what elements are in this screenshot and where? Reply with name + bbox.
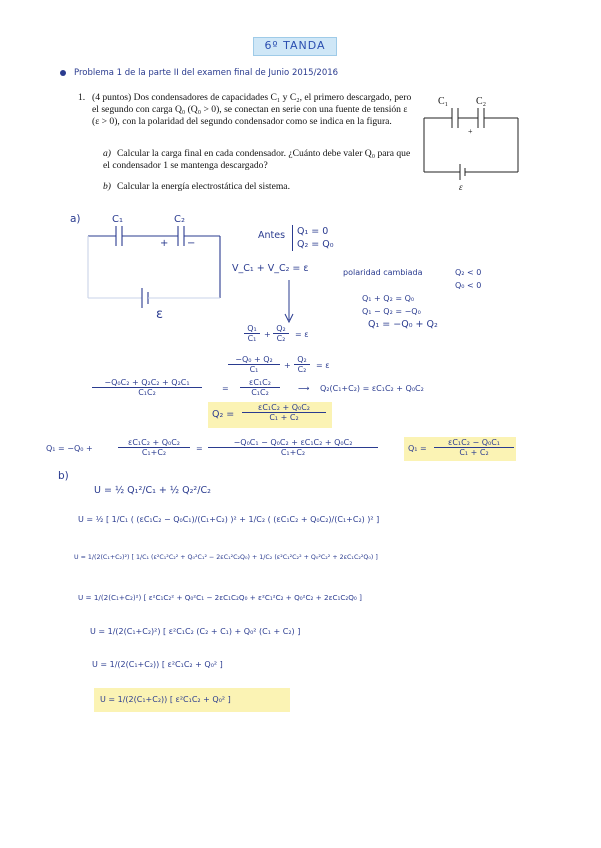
eq3-arrow: ⟶: [298, 384, 310, 393]
energy-eq-3: U = 1/(2(C₁+C₂)²) [ 1/C₁ (ε²C₁²C₂² + Q₀²C₁² − 2εC₁²C₂Q₀) + 1/C₂ (ε²C₁²C₂² + Q₀²C₂² + 2εC₁C₂²Q₀) ]: [74, 554, 378, 561]
energy-eq-2: U = ½ [ 1/C₁ ( (εC₁C₂ − Q₀C₁)/(C₁+C₂) )² + 1/C₂ ( (εC₁C₂ + Q₀C₂)/(C₁+C₂) )² ]: [78, 515, 380, 524]
fig-emf-label: ε: [459, 182, 463, 192]
antes-conditions: [292, 225, 334, 251]
bullet-icon: [60, 70, 66, 76]
cond-q0: Q₀ < 0: [455, 281, 482, 290]
problem-part-b: [103, 181, 415, 193]
q1-frac1-den: C₁+C₂: [141, 448, 167, 457]
eq2-right: [294, 355, 310, 374]
eq3-result: Q₂(C₁+C₂) = εC₁C₂ + Q₀C₂: [320, 384, 424, 393]
sign-conditions: [455, 266, 481, 292]
energy-result: U = 1/(2(C₁+C₂)) [ ε²C₁C₂ + Q₀² ]: [100, 695, 231, 704]
problem-heading-text: Problema 1 de la parte II del examen final de Junio 2015/2016: [74, 68, 339, 78]
eq1-right-den: C₂: [276, 334, 286, 343]
hw-emf-label: ε: [156, 307, 164, 320]
part-a-label: a): [103, 148, 111, 159]
charge-equations: [362, 292, 438, 331]
eq2-left-den: C₁: [249, 365, 259, 374]
hw-minus-sign: −: [187, 238, 196, 249]
part-b-label: b): [103, 181, 111, 192]
q1-box-num: εC₁C₂ − Q₀C₁: [434, 438, 514, 448]
q2-lhs: Q₂ =: [212, 409, 235, 420]
solution-a-label: a): [70, 213, 81, 225]
eq2-plus: +: [284, 361, 291, 370]
energy-eq-4: U = 1/(2(C₁+C₂)²) [ ε²C₁C₂² + Q₀²C₁ − 2εC₁C₂Q₀ + ε²C₁²C₂ + Q₀²C₂ + 2εC₁C₂Q₀ ]: [78, 593, 362, 602]
kirchhoff-equation: V_C₁ + V_C₂ = ε: [232, 263, 309, 274]
eq2-left-num: −Q₀ + Q₂: [228, 355, 280, 365]
fig-c2-label: C₂: [476, 96, 487, 107]
eq3-right-num: εC₁C₂: [240, 378, 280, 388]
q1-lhs: Q₁ = −Q₀ +: [46, 444, 93, 453]
cond-q2: Q₂ < 0: [455, 268, 482, 277]
fig-plus-sign: +: [468, 127, 473, 136]
q1-frac2: [208, 438, 378, 457]
q1-box-lhs: Q₁ =: [408, 444, 427, 453]
q1-box-den: C₁ + C₂: [459, 448, 489, 457]
hw-c2-label: C₂: [174, 214, 185, 225]
eq2-right-num: Q₂: [294, 355, 310, 365]
q1-mid-equals: =: [196, 444, 203, 453]
down-arrow-icon: [282, 280, 296, 324]
polaridad-note: polaridad cambiada: [343, 268, 423, 277]
problem-heading: [60, 68, 338, 78]
page-title: 6º TANDA: [264, 39, 326, 52]
problem-part-a: [103, 148, 415, 172]
eq1-left: [244, 324, 260, 343]
eq-sum: Q₁ + Q₂ = Q₀: [362, 294, 415, 303]
problem-statement: (4 puntos) Dos condensadores de capacidades C₁ y C₂, el primero descargado, pero el segundo con carga Q₀ (Q₀ > 0), se conectan en serie con una fuente de tensión ε (ε > 0), con la polaridad del segundo condensador como se indica en la figura.: [92, 92, 412, 127]
eq2-right-den: C₂: [297, 365, 307, 374]
eq3-right: [240, 378, 280, 397]
eq2-equals: = ε: [316, 361, 330, 370]
eq1-left-num: Q₁: [244, 324, 260, 334]
title-banner: [253, 37, 337, 56]
antes-q2: Q₂ = Q₀: [297, 239, 334, 250]
eq3-right-den: C₁C₂: [251, 388, 269, 397]
eq3-left: [92, 378, 202, 397]
eq3-left-num: −Q₀C₂ + Q₂C₂ + Q₂C₁: [92, 378, 202, 388]
q1-frac1: [118, 438, 190, 457]
eq1-right: [273, 324, 289, 343]
energy-eq-6: U = 1/(2(C₁+C₂)) [ ε²C₁C₂ + Q₀² ]: [92, 660, 223, 669]
antes-q1: Q₁ = 0: [297, 226, 329, 237]
hw-plus-sign: +: [160, 238, 169, 249]
q1-frac2-num: −Q₀C₁ − Q₀C₂ + εC₁C₂ + Q₀C₂: [208, 438, 378, 448]
eq1-plus: +: [264, 330, 271, 339]
eq2-left: [228, 355, 280, 374]
eq1-left-den: C₁: [247, 334, 257, 343]
solution-b-label: b): [58, 470, 69, 482]
energy-eq-1: U = ½ Q₁²/C₁ + ½ Q₂²/C₂: [94, 485, 211, 496]
eq3-left-den: C₁C₂: [138, 388, 156, 397]
handwritten-circuit: [80, 210, 230, 320]
q2-fraction: [242, 403, 326, 422]
eq-diff: Q₁ − Q₂ = −Q₀: [362, 307, 421, 316]
part-b-text: Calcular la energía electrostática del sistema.: [117, 181, 290, 192]
circuit-figure: [418, 96, 524, 196]
part-a-text: Calcular la carga final en cada condensador. ¿Cuánto debe valer Q₀ para que el condensador 1 se mantenga descargado?: [103, 148, 411, 171]
q1-frac1-num: εC₁C₂ + Q₀C₂: [118, 438, 190, 448]
q1-box-fraction: [434, 438, 514, 457]
hw-c1-label: C₁: [112, 214, 123, 225]
energy-eq-5: U = 1/(2(C₁+C₂)²) [ ε²C₁C₂ (C₂ + C₁) + Q₀² (C₁ + C₂) ]: [90, 627, 301, 636]
eq3-equals: =: [222, 384, 229, 393]
q2-num: εC₁C₂ + Q₀C₂: [242, 403, 326, 413]
q2-den: C₁ + C₂: [269, 413, 299, 422]
problem-number: 1.: [78, 92, 86, 103]
antes-label: Antes: [258, 230, 286, 241]
eq-q1: Q₁ = −Q₀ + Q₂: [368, 319, 438, 330]
q1-frac2-den: C₁+C₂: [280, 448, 306, 457]
eq1-right-num: Q₂: [273, 324, 289, 334]
eq1-equals: = ε: [295, 330, 309, 339]
fig-c1-label: C₁: [438, 96, 449, 107]
